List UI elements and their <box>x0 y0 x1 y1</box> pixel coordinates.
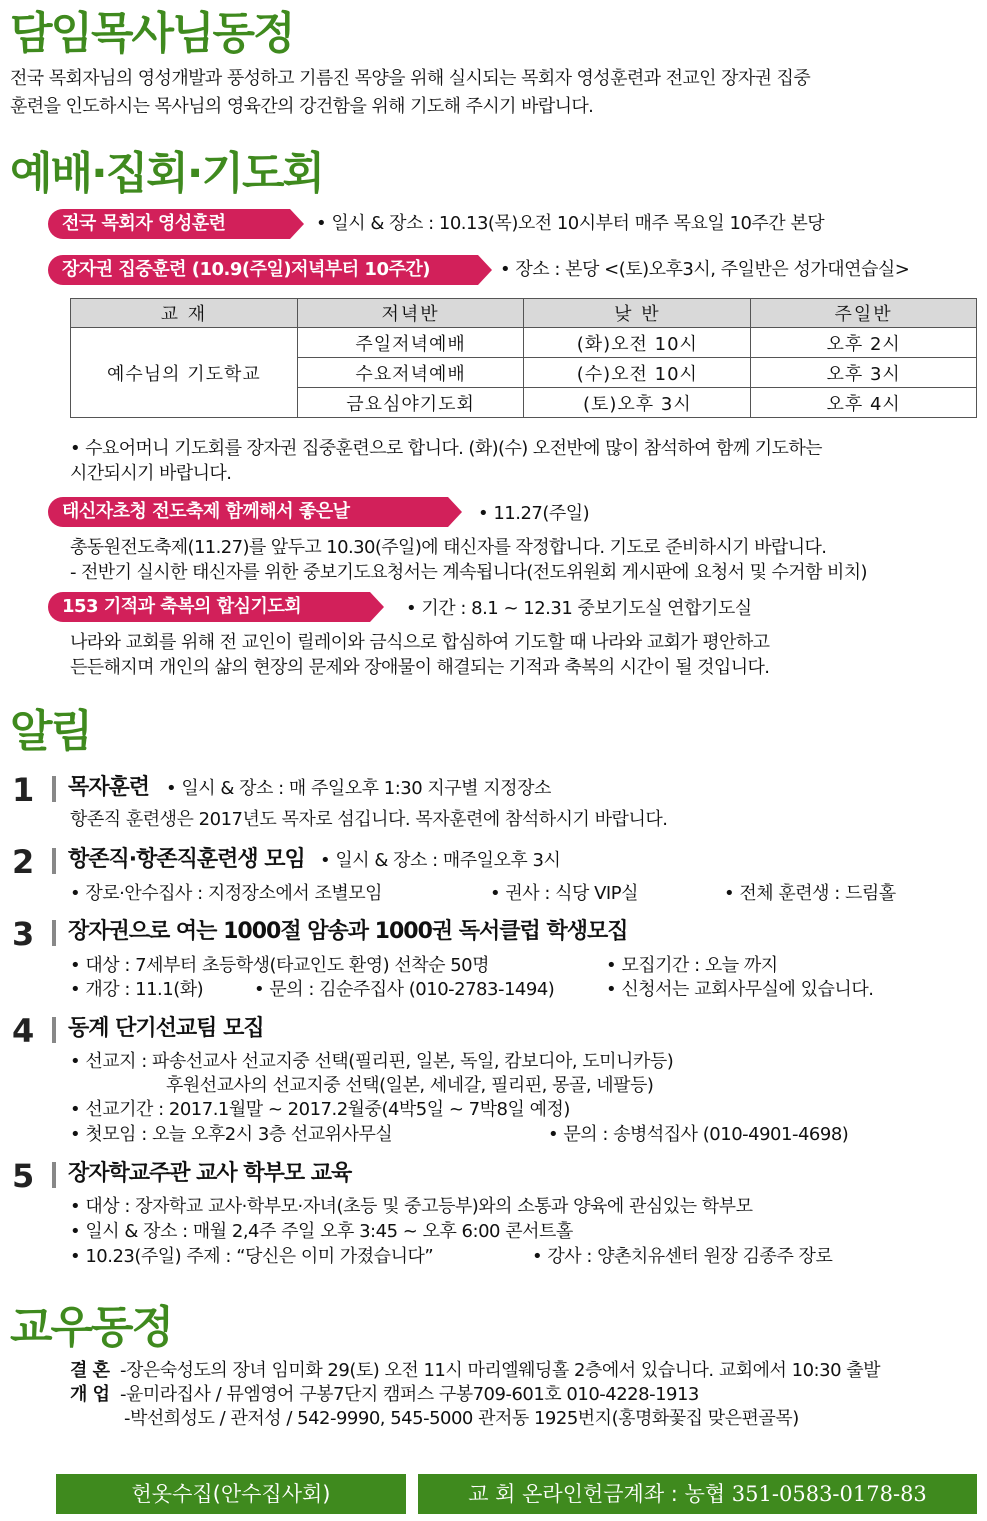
pill-firstborn-training: 장자권 집중훈련 (10.9(주일)저녁부터 10주간) <box>48 255 478 285</box>
notice-3-contact: • 문의 : 김순주집사 (010-2783-1494) <box>254 979 555 1000</box>
notice-3-period: • 모집기간 : 오늘 까지 <box>606 955 778 976</box>
notice-info-1: • 일시 & 장소 : 매 주일오후 1:30 지구별 지정장소 <box>166 778 551 799</box>
table-header: 저녁반 <box>297 299 524 328</box>
notice-title-5: 장자학교주관 교사 학부모 교육 <box>68 1161 352 1186</box>
153-prayer-line2: 든든해지며 개인의 삶의 현장의 문제와 장애물이 해결되는 기적과 축복의 시간이 될 것입니다. <box>70 657 770 678</box>
notice-title-4: 동계 단기선교팀 모집 <box>68 1016 264 1041</box>
notice-number-3: 3 <box>12 915 35 953</box>
footer-account-label: 교 회 온라인헌금계좌 : <box>468 1482 685 1506</box>
evangelism-line1: 총동원전도축제(11.27)를 앞두고 10.30(주일)에 태신자를 작정합니다. 기도로 준비하시기 바랍니다. <box>70 537 827 558</box>
table-cell: (수)오전 10시 <box>524 358 751 388</box>
pastor-text-line1: 전국 목회자님의 영성개발과 풍성하고 기름진 목양을 위해 실시되는 목회자 영성훈련과 전교인 장자권 집중 <box>10 68 811 89</box>
notice-5-topic: • 10.23(주일) 주제 : “당신은 이미 가졌습니다” <box>70 1246 434 1267</box>
notice-4-contact: • 문의 : 송병석집사 (010-4901-4698) <box>548 1124 849 1145</box>
opening-text-1: -윤미라집사 / 뮤엠영어 구봉7단지 캠퍼스 구봉709-601호 010-4228-1913 <box>120 1384 699 1405</box>
footer-account-number: 농협 351-0583-0178-83 <box>684 1482 927 1506</box>
table-cell: 오후 3시 <box>751 358 977 388</box>
members-section-title: 교우동정 <box>10 1302 173 1353</box>
schedule-table <box>70 298 977 418</box>
notice-2-col2: • 권사 : 식당 VIP실 <box>490 883 638 904</box>
pastor-training-info: • 일시 & 장소 : 10.13(목)오전 10시부터 매주 목요일 10주간 본당 <box>316 213 825 234</box>
footer-clothes-text: 헌옷수집(안수집사회) <box>131 1482 331 1506</box>
footer-online-account <box>418 1474 977 1514</box>
table-row <box>71 328 977 358</box>
firstborn-training-info: • 장소 : 본당 <(토)오후3시, 주일반은 성가대연습실> <box>500 259 910 280</box>
notice-title-1: 목자훈련 <box>68 775 150 800</box>
153-prayer-info: • 기간 : 8.1 ~ 12.31 중보기도실 연합기도실 <box>406 598 752 619</box>
notice-divider <box>52 1162 56 1188</box>
notice-1-line1: 항존직 훈련생은 2017년도 목자로 섬깁니다. 목자훈련에 참석하시기 바랍니다. <box>70 809 668 830</box>
table-cell: (화)오전 10시 <box>524 328 751 358</box>
notice-title-2: 항존직·항존직훈련생 모임 <box>68 847 305 872</box>
pastor-section-title: 담임목사님동정 <box>10 8 294 59</box>
notice-2-col3: • 전체 훈련생 : 드림홀 <box>724 883 896 904</box>
153-prayer-line1: 나라와 교회를 위해 전 교인이 릴레이와 금식으로 합심하여 기도할 때 나라와 교회가 평안하고 <box>70 632 770 653</box>
table-cell: 오후 4시 <box>751 388 977 418</box>
table-cell: 금요심야기도회 <box>297 388 524 418</box>
prayer-note-line2: 시간되시기 바랍니다. <box>70 463 232 484</box>
worship-section-title: 예배·집회·기도회 <box>10 148 323 199</box>
notice-divider <box>52 848 56 874</box>
notice-3-start: • 개강 : 11.1(화) <box>70 979 204 1000</box>
textbook-cell: 예수님의 기도학교 <box>71 328 298 418</box>
notice-number-2: 2 <box>12 843 35 881</box>
notice-3-application: • 신청서는 교회사무실에 있습니다. <box>606 979 874 1000</box>
prayer-note-line1: • 수요어머니 기도회를 장자권 집중훈련으로 합니다. (화)(수) 오전반에 많이 참석하여 함께 기도하는 <box>70 438 822 459</box>
pill-evangelism-festival: 태신자초청 전도축제 함께해서 좋은날 <box>48 497 448 527</box>
footer-clothes-collection <box>56 1474 406 1514</box>
table-header: 주일반 <box>751 299 977 328</box>
notice-4-line3: • 선교기간 : 2017.1월말 ~ 2017.2월중(4박5일 ~ 7박8일 예정) <box>70 1099 570 1120</box>
table-cell: 오후 2시 <box>751 328 977 358</box>
notice-divider <box>52 1017 56 1043</box>
table-cell: 주일저녁예배 <box>297 328 524 358</box>
opening-label: 개 업 <box>70 1384 110 1405</box>
pill-153-prayer: 153 기적과 축복의 합심기도회 <box>48 592 370 622</box>
evangelism-festival-info: • 11.27(주일) <box>478 503 590 524</box>
notice-title-3: 장자권으로 여는 1000절 암송과 1000권 독서클럽 학생모집 <box>68 919 628 944</box>
wedding-label: 결 혼 <box>70 1360 110 1381</box>
notice-info-2: • 일시 & 장소 : 매주일오후 3시 <box>320 850 561 871</box>
notice-5-line2: • 일시 & 장소 : 매월 2,4주 주일 오후 3:45 ~ 오후 6:00 콘서트홀 <box>70 1221 573 1242</box>
pill-pastor-training: 전국 목회자 영성훈련 <box>48 209 290 239</box>
notice-5-line1: • 대상 : 장자학교 교사·학부모·자녀(초등 및 중고등부)와의 소통과 양육에 관심있는 학부모 <box>70 1196 753 1217</box>
pastor-text-line2: 훈련을 인도하시는 목사님의 영육간의 강건함을 위해 기도해 주시기 바랍니다. <box>10 96 594 117</box>
table-header: 낮 반 <box>524 299 751 328</box>
notice-4-first-meeting: • 첫모임 : 오늘 오후2시 3층 선교위사무실 <box>70 1124 393 1145</box>
table-header-row <box>71 299 977 328</box>
wedding-text: -장은숙성도의 장녀 임미화 29(토) 오전 11시 마리엘웨딩홀 2층에서 있습니다. 교회에서 10:30 출발 <box>120 1360 881 1381</box>
table-cell: (토)오후 3시 <box>524 388 751 418</box>
opening-text-2: -박선희성도 / 관저성 / 542-9990, 545-5000 관저동 1925번지(홍명화꽃집 맞은편골목) <box>124 1408 799 1429</box>
notice-number-5: 5 <box>12 1157 35 1195</box>
notice-number-1: 1 <box>12 771 35 809</box>
notice-2-col1: • 장로·안수집사 : 지정장소에서 조별모임 <box>70 883 382 904</box>
notice-4-line1: • 선교지 : 파송선교사 선교지중 선택(필리핀, 일본, 독일, 캄보디아, 도미니카등) <box>70 1051 674 1072</box>
evangelism-line2: - 전반기 실시한 태신자를 위한 중보기도요청서는 계속됩니다(전도위원회 게시판에 요청서 및 수거함 비치) <box>70 562 867 583</box>
notice-number-4: 4 <box>12 1012 35 1050</box>
table-header: 교 재 <box>71 299 298 328</box>
table-cell: 수요저녁예배 <box>297 358 524 388</box>
notice-divider <box>52 920 56 946</box>
notice-5-speaker: • 강사 : 양촌치유센터 원장 김종주 장로 <box>532 1246 833 1267</box>
notice-4-line2: 후원선교사의 선교지중 선택(일본, 세네갈, 필리핀, 몽골, 네팔등) <box>166 1075 654 1096</box>
notice-section-title: 알림 <box>10 706 92 757</box>
notice-divider <box>52 776 56 802</box>
notice-3-target: • 대상 : 7세부터 초등학생(타교인도 환영) 선착순 50명 <box>70 955 490 976</box>
